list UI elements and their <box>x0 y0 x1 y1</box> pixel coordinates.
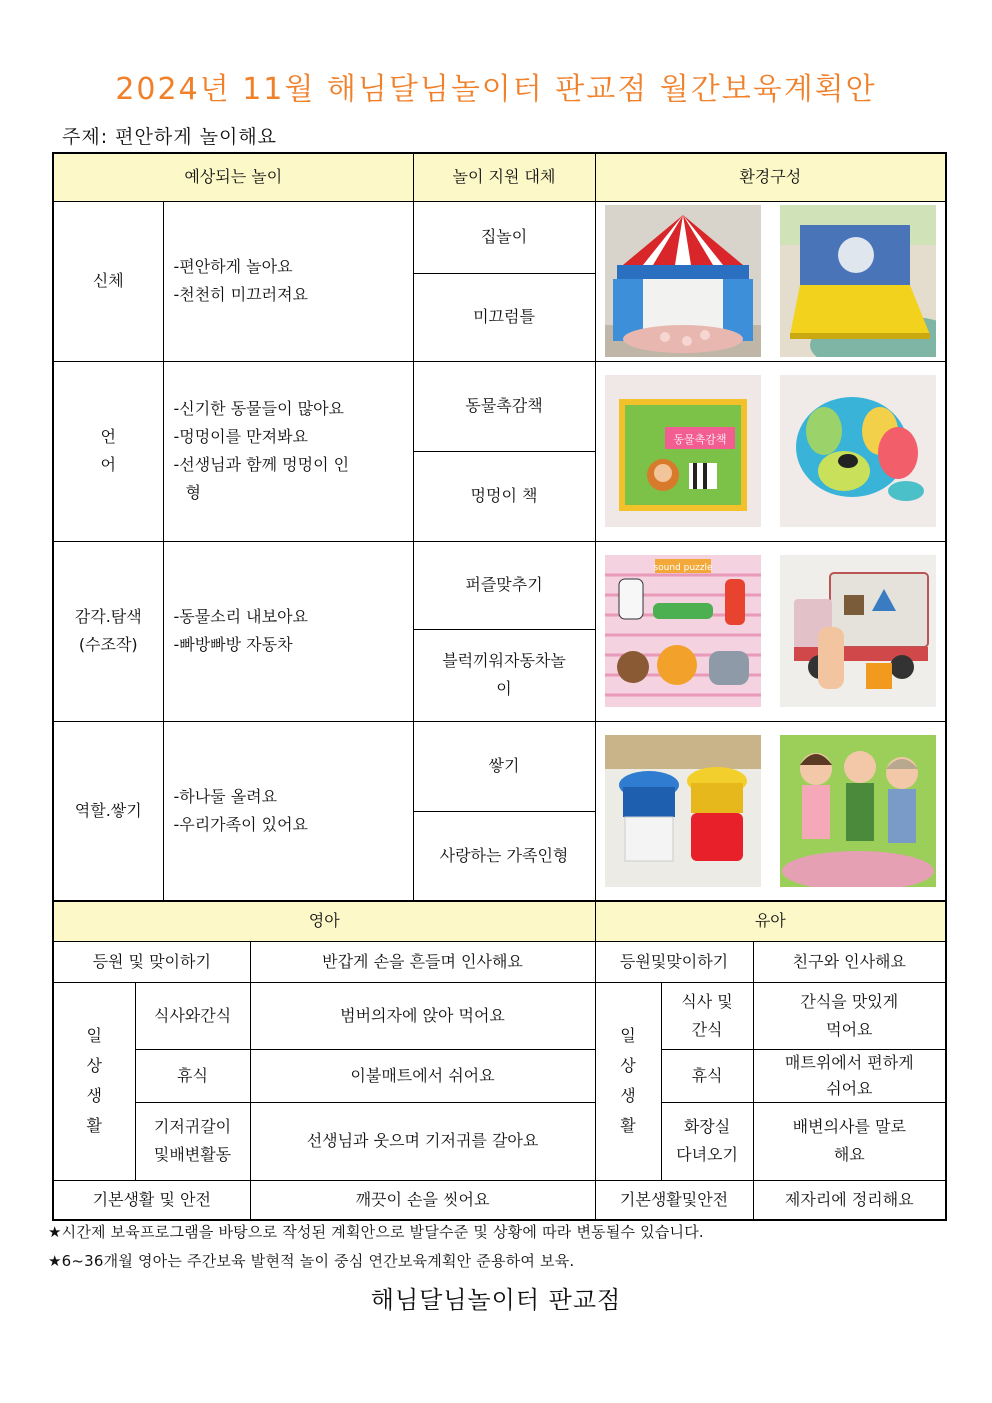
book-cover-title: 동물촉감책 <box>673 433 727 446</box>
play-item: -신기한 동물들이 많아요 <box>173 399 345 418</box>
env-photos-role <box>595 721 946 901</box>
toddler-arrival-label: 등원및맞이하기 <box>595 941 753 982</box>
support-item: 미끄럼틀 <box>413 273 595 361</box>
support-item: 집놀이 <box>413 201 595 273</box>
stacking-toy-photo <box>605 735 761 887</box>
infant-arrival-value: 반갑게 손을 흔들며 인사해요 <box>250 941 595 982</box>
support-item: 쌓기 <box>413 721 595 811</box>
daily-life-table <box>52 900 947 1221</box>
support-item: 퍼즐맞추기 <box>413 541 595 629</box>
play-item: -동물소리 내보아요 <box>173 607 309 626</box>
infant-rest-label: 휴식 <box>135 1049 250 1102</box>
infant-meal-label: 식사와간식 <box>135 982 250 1049</box>
family-doll-photo <box>780 735 936 887</box>
env-photos-sensory <box>595 541 946 721</box>
toddler-basic-value: 제자리에 정리해요 <box>753 1180 946 1220</box>
play-item: -우리가족이 있어요 <box>173 814 309 834</box>
toddler-basic-label: 기본생활및안전 <box>595 1180 753 1220</box>
toddler-header: 유아 <box>595 901 946 941</box>
infant-meal-value: 범버의자에 앉아 먹어요 <box>250 982 595 1049</box>
footer-center-name: 해님달님놀이터 판교점 <box>370 1286 622 1314</box>
toddler-daily-life-label: 일 상 생 활 <box>595 982 661 1180</box>
play-list-physical <box>163 201 413 361</box>
toddler-toilet-label: 화장실 다녀오기 <box>661 1102 753 1180</box>
play-item: -천천히 미끄러져요 <box>173 285 309 304</box>
infant-rest-value: 이불매트에서 쉬어요 <box>250 1049 595 1102</box>
play-item: -편안하게 놀아요 <box>173 257 293 276</box>
note-line: ★시간제 보육프로그램을 바탕으로 작성된 계획안으로 발달수준 및 상황에 따라 변동될수 있습니다. <box>48 1223 704 1241</box>
monthly-plan-table <box>52 152 947 902</box>
infant-daily-life-label: 일 상 생 활 <box>53 982 135 1180</box>
subject-line: 주제: 편안하게 놀이해요 <box>62 126 278 148</box>
play-item: -하나둘 올려요 <box>173 786 278 806</box>
area-role-stacking: 역할.쌓기 <box>53 721 163 901</box>
note-line: ★6~36개월 영아는 주간보육 발현적 놀이 중심 연간보육계획안 준용하여 보육. <box>48 1252 575 1270</box>
puzzle-box-label: sound puzzle <box>653 563 713 573</box>
block-truck-photo <box>780 555 936 707</box>
toddler-rest-value: 매트위에서 편하게 쉬어요 <box>753 1049 946 1102</box>
env-photos-language <box>595 361 946 541</box>
toddler-toilet-value: 배변의사를 말로 해요 <box>753 1102 946 1180</box>
play-list-sensory <box>163 541 413 721</box>
header-environment: 환경구성 <box>595 153 946 201</box>
env-photos-physical <box>595 201 946 361</box>
infant-diaper-label: 기저귀갈이 및배변활동 <box>135 1102 250 1180</box>
support-item: 블럭끼워자동차놀 이 <box>413 629 595 721</box>
play-item: -선생님과 함께 멍멍이 인 <box>173 455 350 474</box>
header-expected-play: 예상되는 놀이 <box>53 153 413 201</box>
circus-tent-photo <box>605 205 761 357</box>
play-item: 형 <box>185 483 201 502</box>
area-sensory: 감각.탐색 (수조작) <box>53 541 163 721</box>
area-language: 언 어 <box>53 361 163 541</box>
play-item: -멍멍이를 만져봐요 <box>173 427 309 446</box>
animal-puzzle-photo <box>605 555 761 707</box>
area-physical: 신체 <box>53 201 163 361</box>
infant-diaper-value: 선생님과 웃으며 기저귀를 갈아요 <box>250 1102 595 1180</box>
support-item: 사랑하는 가족인형 <box>413 811 595 901</box>
infant-basic-label: 기본생활 및 안전 <box>53 1180 250 1220</box>
play-item: -빠방빠방 자동차 <box>173 635 293 654</box>
play-list-language <box>163 361 413 541</box>
puppy-book-photo <box>780 375 936 527</box>
page-title: 2024년 11월 해님달님놀이터 판교점 월간보육계획안 <box>115 72 877 107</box>
header-play-support: 놀이 지원 대체 <box>413 153 595 201</box>
toddler-meal-value: 간식을 맛있게 먹어요 <box>753 982 946 1049</box>
support-item: 동물촉감책 <box>413 361 595 451</box>
infant-arrival-label: 등원 및 맞이하기 <box>53 941 250 982</box>
support-item: 멍멍이 책 <box>413 451 595 541</box>
infant-basic-value: 깨끗이 손을 씻어요 <box>250 1180 595 1220</box>
toddler-rest-label: 휴식 <box>661 1049 753 1102</box>
toddler-arrival-value: 친구와 인사해요 <box>753 941 946 982</box>
play-list-role <box>163 721 413 901</box>
infant-header: 영아 <box>53 901 595 941</box>
slide-mat-photo <box>780 205 936 357</box>
toddler-meal-label: 식사 및 간식 <box>661 982 753 1049</box>
animal-touch-book-photo <box>605 375 761 527</box>
